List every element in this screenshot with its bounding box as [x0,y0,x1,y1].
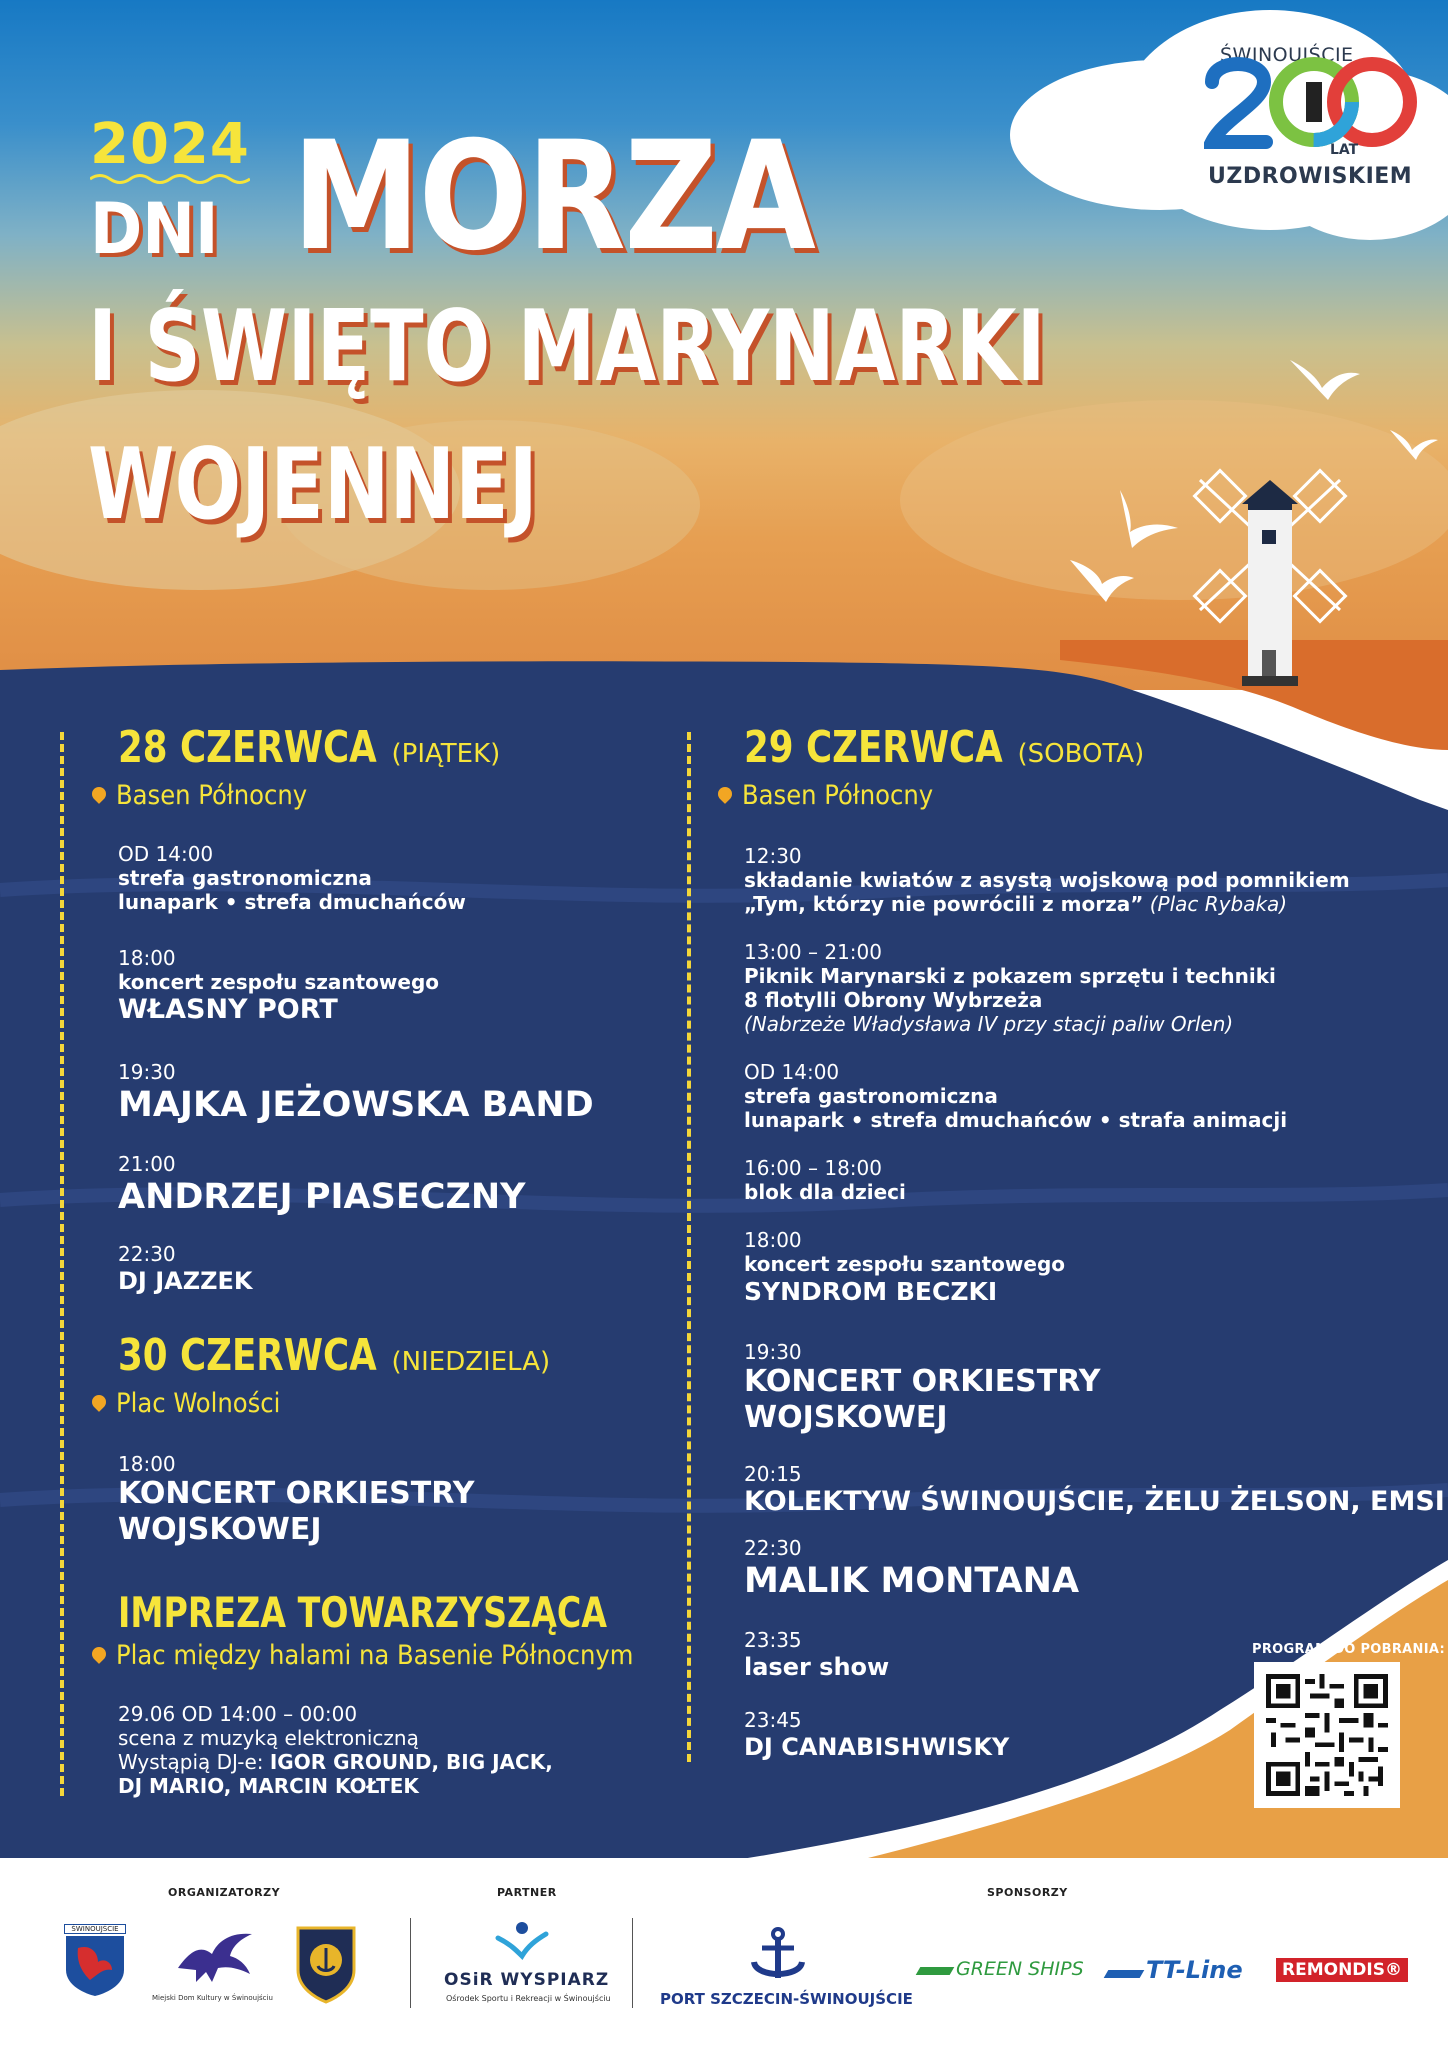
title-line2: I ŚWIĘTO MARYNARKI [88,290,1046,404]
town-crest-label: ŚWINOUJŚCIE [64,1924,126,1934]
organizers-heading: ORGANIZATORZY [168,1886,281,1899]
footer-divider [410,1918,411,2008]
crest-icon [64,1934,126,1998]
seagulls-icon [1060,340,1440,620]
day1-location: Basen Północny [92,780,307,811]
location-pin-icon [89,784,109,804]
day2-event-8: 22:30 MALIK MONTANA [744,1536,1080,1601]
mdk-caption: Miejski Dom Kultury w Świnoujściu [152,1994,273,2002]
location-pin-icon [89,1392,109,1412]
pegasus-logo-icon [172,1928,260,1988]
day3-weekday: (NIEDZIELA) [391,1347,551,1377]
sponsor-tt-line: TT-Line [1106,1956,1243,1984]
qr-label: PROGRAM DO POBRANIA: [1252,1642,1445,1657]
side-event-details: 29.06 OD 14:00 – 00:00 scena z muzyką elektroniczną Wystąpią DJ-e: IGOR GROUND, BIG JACK, DJ MARIO, MARCIN KOŁTEK [118,1702,553,1798]
day1-event-5: 22:30 DJ JAZZEK [118,1242,253,1295]
port-name: PORT SZCZECIN-ŚWINOUJŚCIE [660,1990,913,2008]
navy-badge-icon [294,1924,358,2004]
day1-weekday: (PIĄTEK) [391,739,501,769]
day1-event-1: OD 14:00 strefa gastronomiczna lunapark • strefa dmuchańców [118,842,466,914]
osir-wyspiarz-icon [494,1920,550,1964]
day2-heading [744,722,1144,773]
day3-date: 30 CZERWCA [118,1330,377,1381]
title-year: 2024 [90,112,250,177]
dashed-divider-left [60,732,64,1796]
side-event-title: IMPREZA TOWARZYSZĄCA [118,1588,608,1637]
day1-event-2: 18:00 koncert zespołu szantowego WŁASNY PORT [118,946,440,1025]
day3-location: Plac Wolności [92,1388,280,1419]
partner-heading: PARTNER [497,1886,557,1899]
footer-divider [632,1918,633,2008]
footer [0,1858,1448,2048]
day2-event-9: 23:35 laser show [744,1628,890,1681]
port-anchor-icon [746,1926,810,1986]
dashed-divider-middle [687,732,691,1762]
wave-divider-icon [90,172,250,186]
qr-code-icon [1266,1674,1388,1796]
day1-event-3: 19:30 MAJKA JEŻOWSKA BAND [118,1060,594,1125]
day2-event-6: 19:30 KONCERT ORKIESTRY WOJSKOWEJ [744,1340,1101,1435]
day3-heading [118,1330,550,1381]
day2-weekday: (SOBOTA) [1017,739,1145,769]
day3-event-1: 18:00 KONCERT ORKIESTRY WOJSKOWEJ [118,1452,475,1547]
title-morza: MORZA [292,110,815,284]
day2-event-1: 12:30 składanie kwiatów z asystą wojskową pod pomnikiem „Tym, którzy nie powrócili z morza” (Plac Rybaka) [744,844,1350,916]
location-pin-icon [715,784,735,804]
day2-event-3: OD 14:00 strefa gastronomiczna lunapark • strefa dmuchańców • strafa animacji [744,1060,1288,1132]
day2-location: Basen Północny [718,780,933,811]
qr-code[interactable] [1254,1662,1400,1808]
anniversary-200-logo [1204,52,1424,152]
town-crest-logo [64,1924,126,2000]
title-line3: WOJENNEJ [88,428,538,542]
day1-date: 28 CZERWCA [118,722,377,773]
day2-event-10: 23:45 DJ CANABISHWISKY [744,1708,1010,1761]
osir-caption: Ośrodek Sportu i Rekreacji w Świnoujściu [446,1994,611,2003]
day1-event-4: 21:00 ANDRZEJ PIASECZNY [118,1152,526,1217]
logo-lat: LAT [1330,142,1359,158]
day2-event-7: 20:15 KOLEKTYW ŚWINOUJŚCIE, ŻELU ŻELSON, EMSI [744,1462,1445,1517]
logo-town: ŚWINOUJŚCIE [1220,44,1354,66]
logo-tagline: UZDROWISKIEM [1208,164,1413,189]
osir-name: OSiR WYSPIARZ [444,1970,610,1990]
day2-event-4: 16:00 – 18:00 blok dla dzieci [744,1156,906,1204]
day1-heading [118,722,500,773]
title-dni: DNI [90,188,219,270]
sponsor-remondis: REMONDIS® [1276,1958,1408,1982]
day2-event-5: 18:00 koncert zespołu szantowego SYNDROM BECZKI [744,1228,1066,1306]
location-pin-icon [89,1644,109,1664]
sponsor-green-ships: GREEN SHIPS [918,1958,1084,1980]
day2-event-2: 13:00 – 21:00 Piknik Marynarski z pokazem sprzętu i techniki 8 flotylli Obrony Wybrzeża (Nabrzeże Władysława IV przy stacji paliw Orlen) [744,940,1276,1036]
day2-date: 29 CZERWCA [744,722,1003,773]
sponsors-heading: SPONSORZY [987,1886,1068,1899]
side-event-location: Plac między halami na Basenie Północnym [92,1640,633,1671]
